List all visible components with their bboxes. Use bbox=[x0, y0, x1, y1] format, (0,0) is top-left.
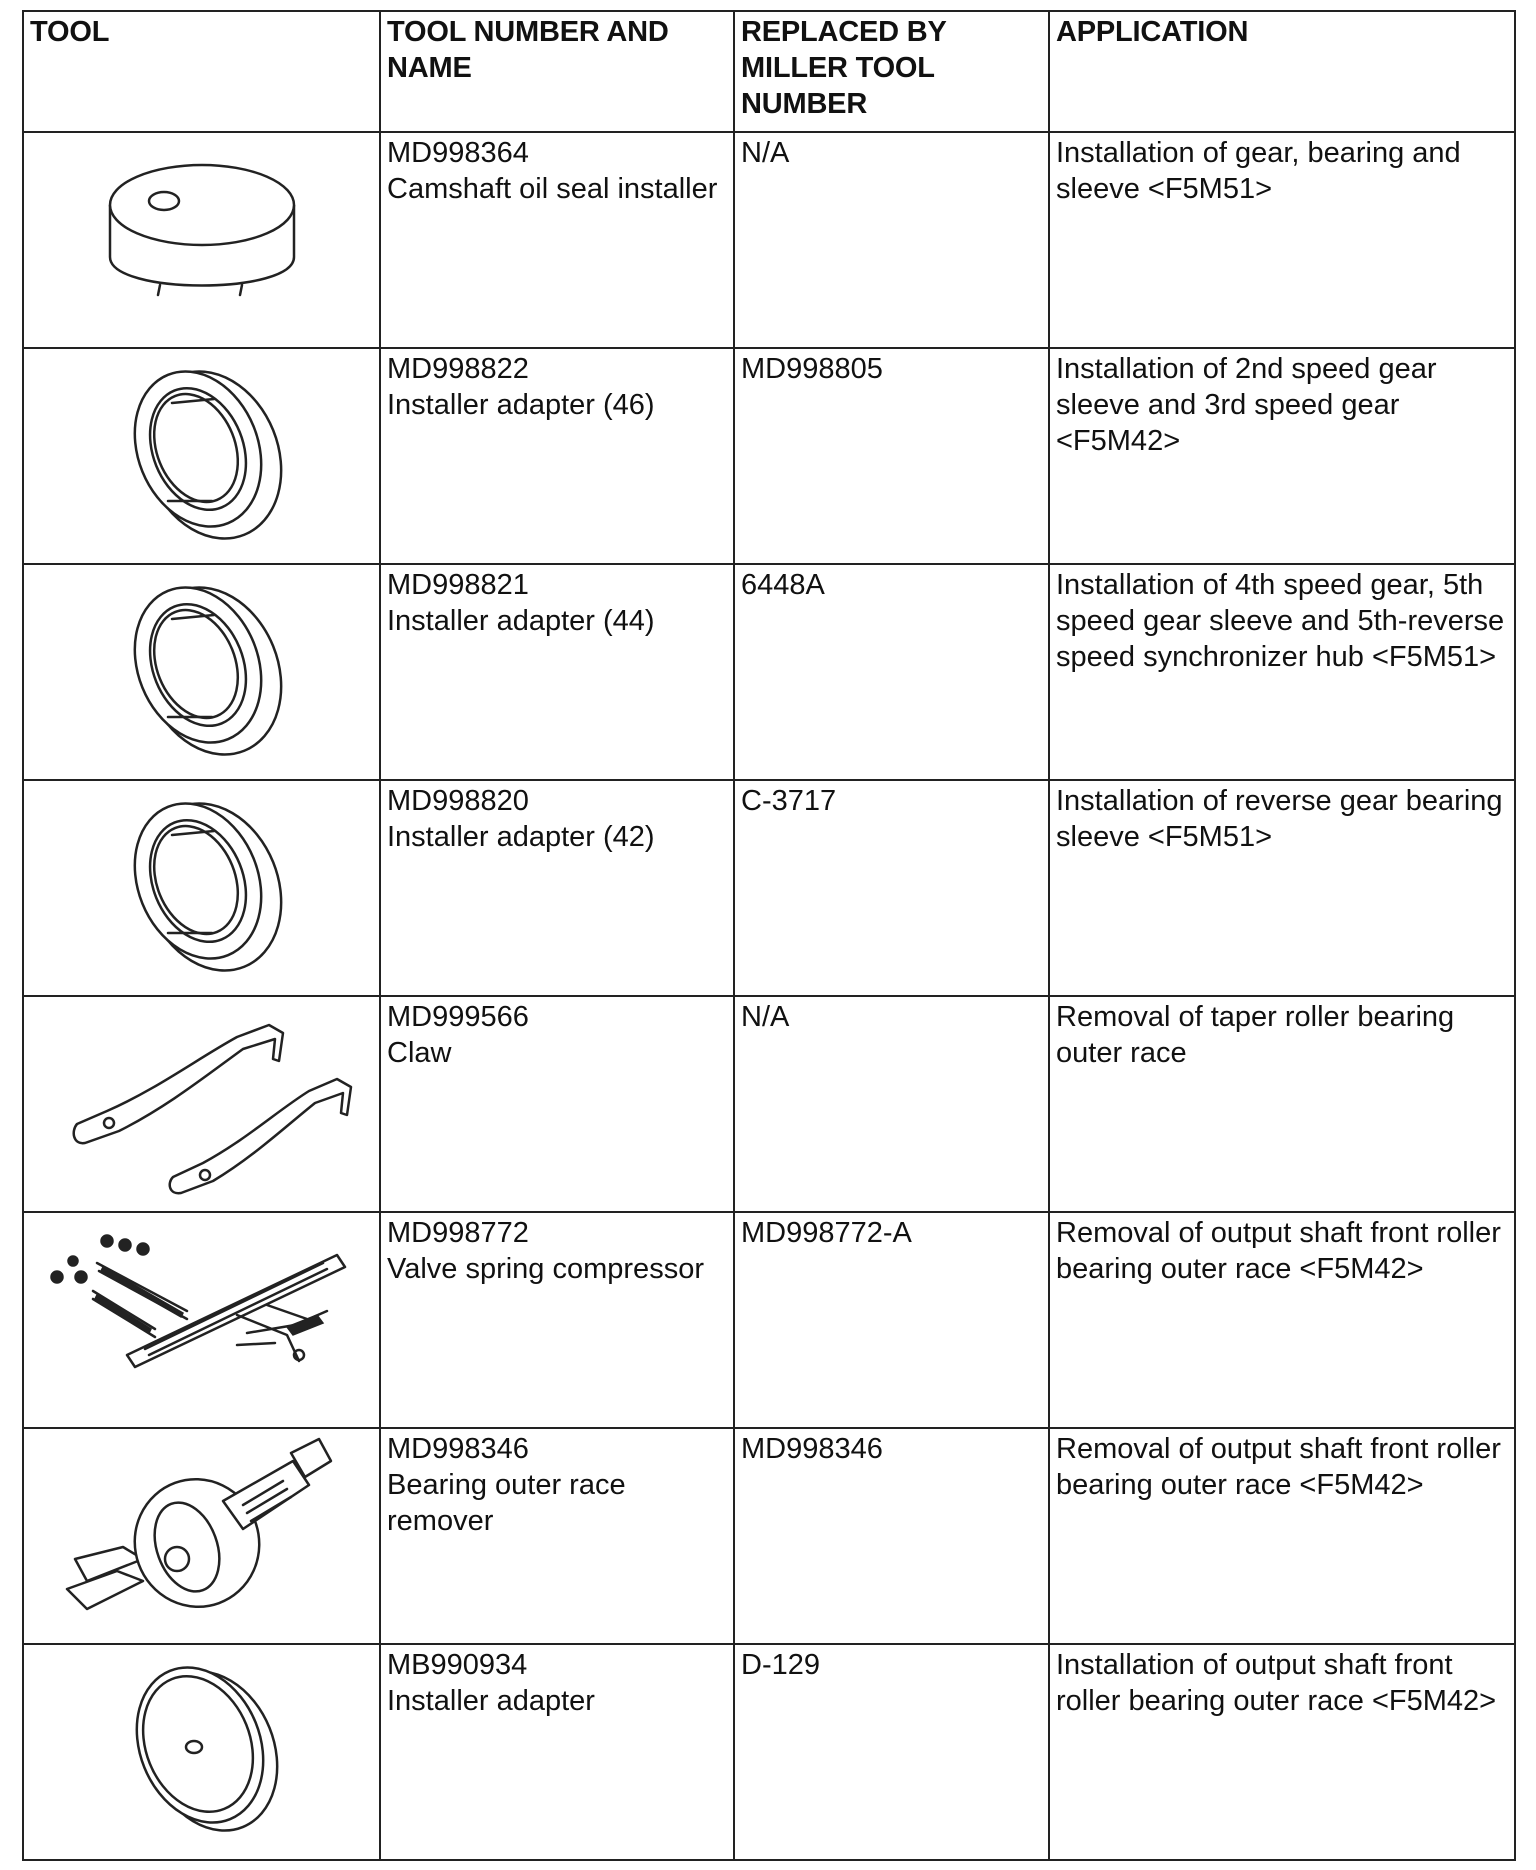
application-cell: Installation of gear, bearing and sleeve <F5M51> bbox=[1049, 132, 1515, 348]
installer-adapter-ring-icon bbox=[102, 567, 302, 767]
replaced-by-cell: D-129 bbox=[734, 1644, 1049, 1860]
application-cell: Removal of output shaft front roller bearing outer race <F5M42> bbox=[1049, 1212, 1515, 1428]
replaced-by-cell: MD998805 bbox=[734, 348, 1049, 564]
header-replaced-by: REPLACED BY MILLER TOOL NUMBER bbox=[734, 11, 1049, 132]
tool-name: Valve spring compressor bbox=[387, 1253, 704, 1285]
tool-image-cell bbox=[23, 1428, 380, 1644]
header-tool: TOOL bbox=[23, 11, 380, 132]
application-cell: Installation of output shaft front roller bearing outer race <F5M42> bbox=[1049, 1644, 1515, 1860]
tool-image-cell bbox=[23, 1644, 380, 1860]
camshaft-oil-seal-installer-icon bbox=[82, 135, 322, 325]
tool-name: Claw bbox=[387, 1037, 452, 1069]
tool-name: Camshaft oil seal installer bbox=[387, 173, 718, 205]
tool-number-name-cell bbox=[380, 780, 734, 996]
replaced-by-cell: MD998346 bbox=[734, 1428, 1049, 1644]
table-row bbox=[23, 564, 1515, 780]
replaced-by-cell: N/A bbox=[734, 996, 1049, 1212]
installer-adapter-ring-icon bbox=[102, 783, 302, 983]
application-cell: Removal of output shaft front roller bearing outer race <F5M42> bbox=[1049, 1428, 1515, 1644]
tool-name: Bearing outer race remover bbox=[387, 1469, 626, 1537]
table-row bbox=[23, 348, 1515, 564]
tool-number: MD998821 bbox=[387, 569, 529, 601]
table-row bbox=[23, 1212, 1515, 1428]
tool-number: MD998772 bbox=[387, 1217, 529, 1249]
tool-number: MB990934 bbox=[387, 1649, 528, 1681]
tool-image-cell bbox=[23, 564, 380, 780]
application-cell: Removal of taper roller bearing outer race bbox=[1049, 996, 1515, 1212]
tool-number: MD998364 bbox=[387, 137, 529, 169]
claw-icon bbox=[47, 999, 357, 1199]
tool-name: Installer adapter (44) bbox=[387, 605, 655, 637]
tool-number-name-cell bbox=[380, 132, 734, 348]
tool-image-cell bbox=[23, 348, 380, 564]
tool-image-cell bbox=[23, 996, 380, 1212]
tool-name: Installer adapter (46) bbox=[387, 389, 655, 421]
tool-number: MD998820 bbox=[387, 785, 529, 817]
installer-adapter-disc-icon bbox=[102, 1647, 302, 1847]
table-row bbox=[23, 780, 1515, 996]
installer-adapter-ring-icon bbox=[102, 351, 302, 551]
replaced-by-cell: N/A bbox=[734, 132, 1049, 348]
tool-number-name-cell bbox=[380, 1212, 734, 1428]
tool-number: MD998346 bbox=[387, 1433, 529, 1465]
table-row bbox=[23, 996, 1515, 1212]
tool-image-cell bbox=[23, 132, 380, 348]
tool-number-name-cell bbox=[380, 996, 734, 1212]
replaced-by-cell: 6448A bbox=[734, 564, 1049, 780]
table-row bbox=[23, 1644, 1515, 1860]
table-row bbox=[23, 132, 1515, 348]
tool-image-cell bbox=[23, 780, 380, 996]
application-cell: Installation of reverse gear bearing sleeve <F5M51> bbox=[1049, 780, 1515, 996]
tool-number: MD998822 bbox=[387, 353, 529, 385]
tool-number: MD999566 bbox=[387, 1001, 529, 1033]
tool-number-name-cell bbox=[380, 1644, 734, 1860]
header-tool-number-name: TOOL NUMBER AND NAME bbox=[380, 11, 734, 132]
application-cell: Installation of 4th speed gear, 5th speed gear sleeve and 5th-reverse speed synchronizer hub <F5M51> bbox=[1049, 564, 1515, 780]
tool-name: Installer adapter bbox=[387, 1685, 595, 1717]
replaced-by-cell: MD998772-A bbox=[734, 1212, 1049, 1428]
valve-spring-compressor-icon bbox=[37, 1215, 367, 1405]
tool-number-name-cell bbox=[380, 348, 734, 564]
tool-number-name-cell bbox=[380, 564, 734, 780]
tool-number-name-cell bbox=[380, 1428, 734, 1644]
tool-name: Installer adapter (42) bbox=[387, 821, 655, 853]
replaced-by-cell: C-3717 bbox=[734, 780, 1049, 996]
header-application: APPLICATION bbox=[1049, 11, 1515, 132]
application-cell: Installation of 2nd speed gear sleeve and 3rd speed gear <F5M42> bbox=[1049, 348, 1515, 564]
special-tools-table bbox=[22, 10, 1516, 1861]
header-row bbox=[23, 11, 1515, 132]
tool-image-cell bbox=[23, 1212, 380, 1428]
bearing-outer-race-remover-icon bbox=[47, 1431, 357, 1631]
table-row bbox=[23, 1428, 1515, 1644]
